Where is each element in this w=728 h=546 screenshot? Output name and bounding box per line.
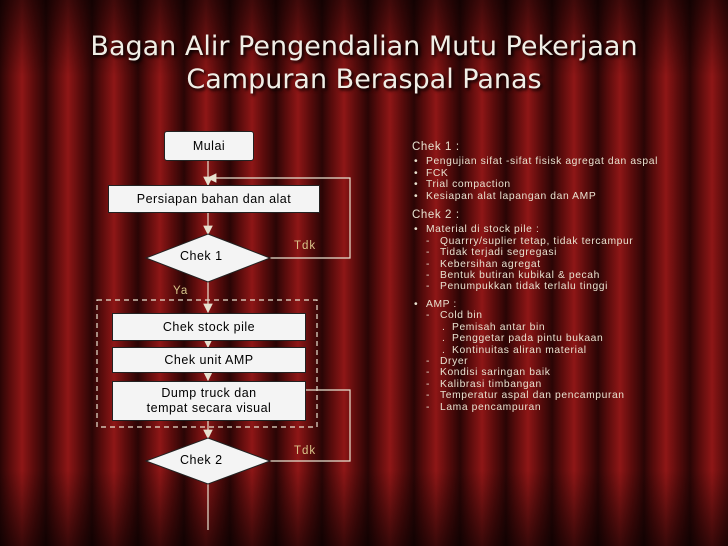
amp-item: - Temperatur aspal dan pencampuran xyxy=(412,390,722,401)
material-title: • Material di stock pile : xyxy=(412,224,722,235)
title-line-2: Campuran Beraspal Panas xyxy=(186,64,542,95)
criteria-notes xyxy=(412,140,722,413)
material-item: - Kebersihan agregat xyxy=(412,259,722,270)
coldbin-item: . Penggetar pada pintu bukaan xyxy=(412,333,722,344)
start-box xyxy=(164,131,254,161)
coldbin-title: - Cold bin xyxy=(412,310,722,321)
stock-box xyxy=(112,313,306,341)
coldbin-item: . Kontinuitas aliran material xyxy=(412,345,722,356)
check1-item: • Pengujian sifat -sifat fisisk agregat dan aspal xyxy=(412,156,722,167)
amp-item: - Lama pencampuran xyxy=(412,402,722,413)
no-label-2: Tdk xyxy=(294,445,317,457)
amp-item: - Kalibrasi timbangan xyxy=(412,379,722,390)
check2-label: Chek 2 xyxy=(180,453,223,467)
yes-label: Ya xyxy=(173,285,189,297)
material-item: - Bentuk butiran kubikal & pecah xyxy=(412,270,722,281)
check1-item: • Trial compaction xyxy=(412,179,722,190)
material-item: - Quarrry/suplier tetap, tidak tercampur xyxy=(412,236,722,247)
prep-label: Persiapan bahan dan alat xyxy=(136,192,292,206)
start-label: Mulai xyxy=(192,139,226,153)
stock-label: Chek stock pile xyxy=(162,320,256,334)
amp-box xyxy=(112,347,306,373)
coldbin-item: . Pemisah antar bin xyxy=(412,322,722,333)
dump-box xyxy=(112,381,306,421)
dump-label-line2: tempat secara visual xyxy=(146,401,272,415)
check1-title: Chek 1 : xyxy=(412,141,460,153)
amp-title: • AMP : xyxy=(412,299,722,310)
amp-item: - Dryer xyxy=(412,356,722,367)
no-label-1: Tdk xyxy=(294,240,317,252)
material-item: - Tidak terjadi segregasi xyxy=(412,247,722,258)
check1-label: Chek 1 xyxy=(180,249,223,263)
title-line-1: Bagan Alir Pengendalian Mutu Pekerjaan xyxy=(90,31,638,62)
dump-label-line1: Dump truck dan xyxy=(161,386,257,400)
prep-box xyxy=(108,185,320,213)
material-item: - Penumpukkan tidak terlalu tinggi xyxy=(412,281,722,292)
check1-item: • Kesiapan alat lapangan dan AMP xyxy=(412,191,722,202)
amp-label: Chek unit AMP xyxy=(164,353,254,367)
check1-item: • FCK xyxy=(412,168,722,179)
amp-item: - Kondisi saringan baik xyxy=(412,367,722,378)
check2-title: Chek 2 : xyxy=(412,209,460,222)
